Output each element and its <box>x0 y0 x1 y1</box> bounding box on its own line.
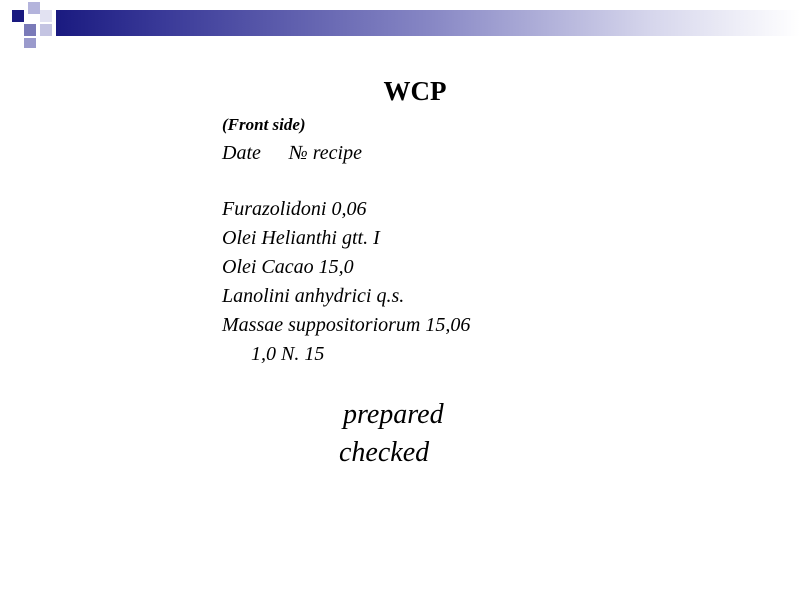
decorative-square <box>40 10 52 22</box>
header-gradient-band <box>56 10 800 36</box>
ingredient-line: Lanolini anhydrici q.s. <box>222 285 405 307</box>
dosage-line: 1,0 N. 15 <box>251 343 325 365</box>
recipe-number-label: № recipe <box>288 142 362 164</box>
prepared-label: prepared <box>343 399 444 430</box>
ingredient-line: Olei Cacao 15,0 <box>222 256 354 278</box>
ingredient-line: Olei Helianthi gtt. I <box>222 227 380 249</box>
ingredient-line: Furazolidoni 0,06 <box>222 198 367 220</box>
checked-label: checked <box>339 437 430 468</box>
recipe-ingredient-list <box>222 195 470 369</box>
decorative-square <box>28 2 40 14</box>
date-recipe-row <box>222 141 362 165</box>
front-side-label: (Front side) <box>222 115 306 134</box>
decorative-square <box>24 24 36 36</box>
slide-title: WCP <box>383 76 447 106</box>
date-label: Date <box>222 142 261 164</box>
ingredient-line: Massae suppositoriorum 15,06 <box>222 314 471 336</box>
decorative-square <box>24 38 36 48</box>
decorative-square <box>12 10 24 22</box>
decorative-square <box>40 24 52 36</box>
